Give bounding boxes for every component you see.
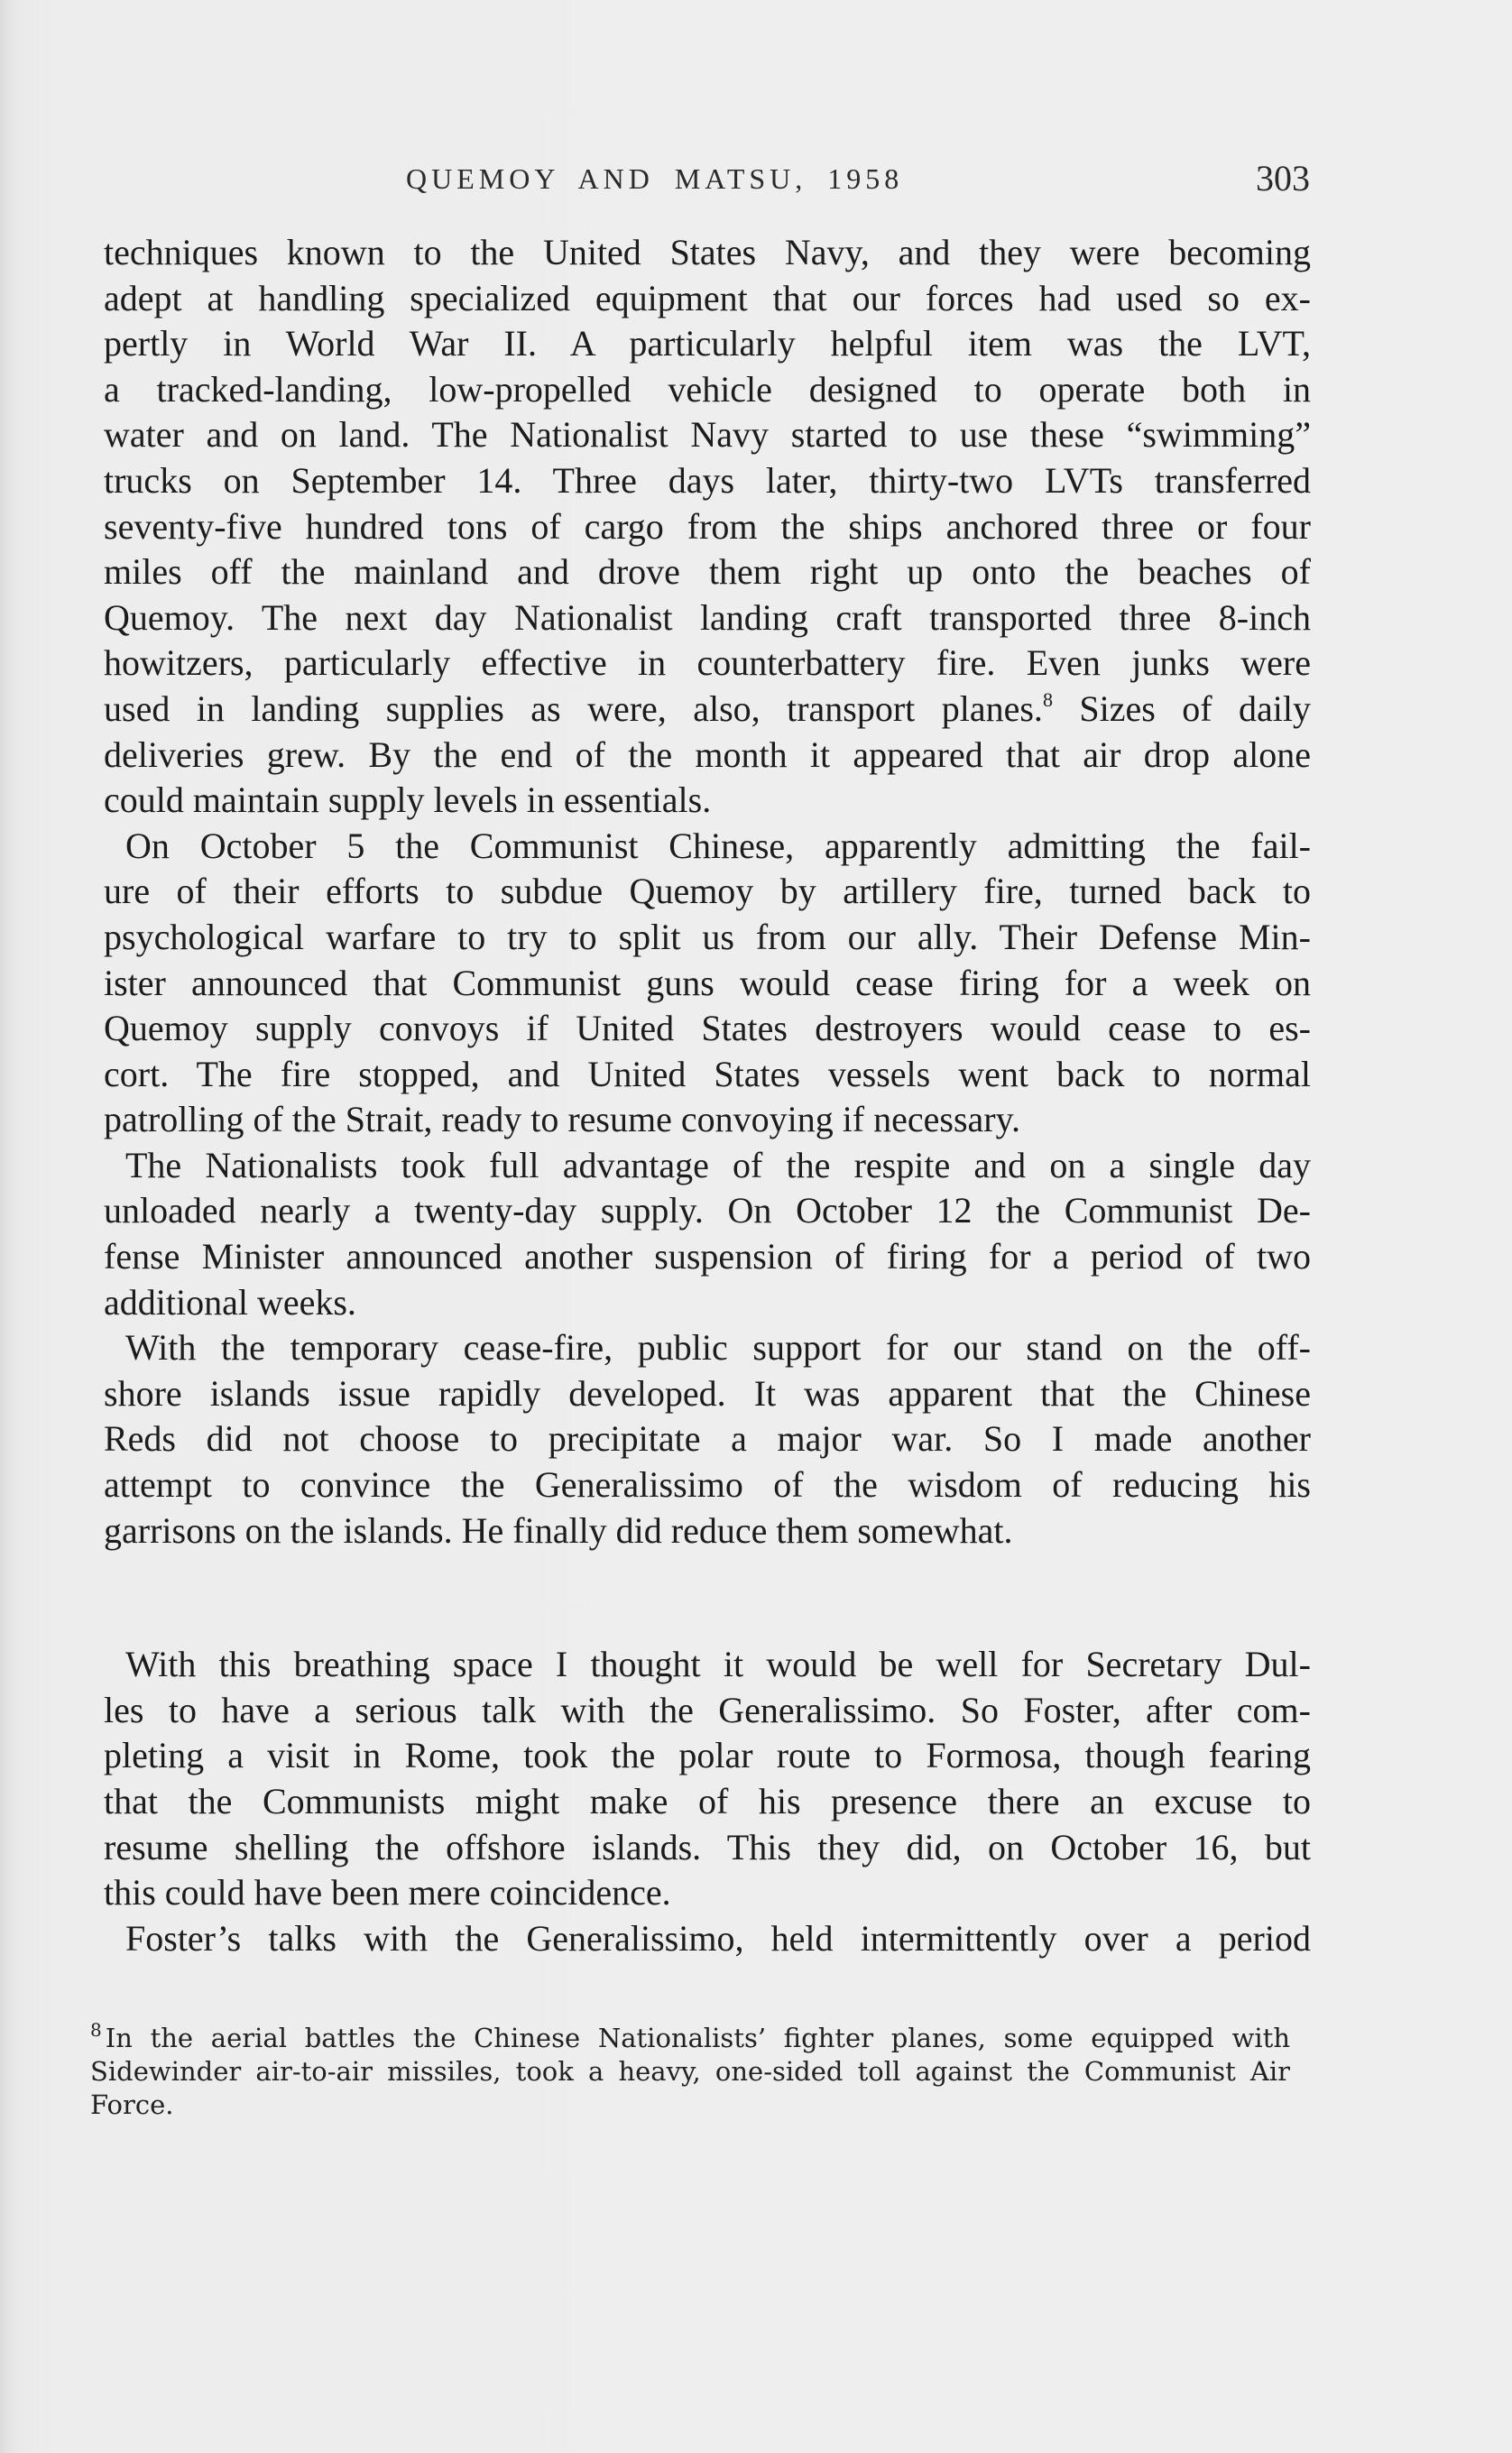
- text-segment: In the aerial battles the Chinese Nationalists’ fighter planes, some equipped with: [105, 2023, 1290, 2053]
- text-line-with-footnote: [104, 687, 1311, 733]
- footnotes: [90, 2019, 1290, 2122]
- text-line: attempt to convince the Generalissimo of the wisdom of reducing his: [104, 1464, 1311, 1506]
- text-line: that the Communists might make of his presence there an excuse to: [104, 1781, 1311, 1821]
- footnote-mark: 8: [90, 2019, 102, 2041]
- text-line: a tracked-landing, low-propelled vehicle designed to operate both in: [104, 368, 1311, 410]
- text-line: garrisons on the islands. He finally did reduce them somewhat.: [104, 1509, 1013, 1551]
- text-line: trucks on September 14. Three days later, thirty-two LVTs transferred: [104, 459, 1311, 501]
- text-segment: Sizes of daily: [1079, 687, 1312, 729]
- text-line: seventy-five hundred tons of cargo from the ships anchored three or four: [104, 505, 1311, 547]
- text-line: pertly in World War II. A particularly helpful item was the LVT,: [104, 323, 1311, 364]
- text-line: Quemoy. The next day Nationalist landing craft transported three 8-inch: [104, 596, 1311, 638]
- footnote-line: Force.: [90, 2089, 174, 2120]
- text-line: water and on land. The Nationalist Navy started to use these “swimming”: [104, 414, 1311, 456]
- text-line: resume shelling the offshore islands. This they did, on October 16, but: [104, 1826, 1311, 1867]
- text-line: Foster’s talks with the Generalissimo, held intermittently over a period: [125, 1917, 1311, 1959]
- running-head: [406, 158, 1310, 213]
- text-line: With this breathing space I thought it would be well for Secretary Dul-: [125, 1644, 1311, 1685]
- text-line: additional weeks.: [104, 1281, 356, 1323]
- text-line: Quemoy supply convoys if United States destroyers would cease to es-: [104, 1008, 1311, 1049]
- footnote: [90, 2019, 1290, 2122]
- text-line: patrolling of the Strait, ready to resume convoying if necessary.: [104, 1099, 1020, 1140]
- footnote-reference[interactable]: 8: [1042, 687, 1053, 711]
- text-line: adept at handling specialized equipment that our forces had used so ex-: [104, 277, 1311, 318]
- text-line: pleting a visit in Rome, took the polar route to Formosa, though fearing: [104, 1735, 1311, 1776]
- text-line: unloaded nearly a twenty-day supply. On October 12 the Communist De-: [104, 1190, 1311, 1231]
- footnote-line: Sidewinder air-to-air missiles, took a heavy, one-sided toll against the Communist Air: [90, 2056, 1290, 2087]
- text-line: ister announced that Communist guns would cease firing for a week on: [104, 962, 1311, 1003]
- text-line: deliveries grew. By the end of the month it appeared that air drop alone: [104, 733, 1311, 775]
- text-line: shore islands issue rapidly developed. It was apparent that the Chinese: [104, 1372, 1311, 1414]
- body-text: [104, 230, 1311, 1961]
- text-line: this could have been mere coincidence.: [104, 1872, 671, 1914]
- text-line: ure of their efforts to subdue Quemoy by artillery fire, turned back to: [104, 871, 1311, 912]
- text-line: With the temporary cease-fire, public support for our stand on the off-: [125, 1327, 1311, 1369]
- text-line: howitzers, particularly effective in counterbattery fire. Even junks were: [104, 642, 1311, 684]
- paragraph: [104, 1916, 1311, 1962]
- paragraph: [104, 230, 1311, 824]
- text-line: psychological warfare to try to split us from our ally. Their Defense Min-: [104, 916, 1311, 957]
- page-number: 303: [1256, 158, 1310, 198]
- text-line: miles off the mainland and drove them right up onto the beaches of: [104, 551, 1311, 593]
- paragraph: [104, 1143, 1311, 1325]
- running-title: QUEMOY AND MATSU, 1958: [406, 162, 904, 195]
- text-segment: used in landing supplies as were, also, transport planes.: [104, 687, 1043, 729]
- text-line: les to have a serious talk with the Generalissimo. So Foster, after com-: [104, 1689, 1311, 1730]
- footnote-line: [90, 2019, 1290, 2055]
- text-line: cort. The fire stopped, and United States vessels went back to normal: [104, 1053, 1311, 1094]
- text-line: On October 5 the Communist Chinese, apparently admitting the fail-: [125, 825, 1311, 866]
- paragraph: [104, 1642, 1311, 1916]
- paragraph: [104, 1325, 1311, 1554]
- paragraph: [104, 824, 1311, 1143]
- text-line: techniques known to the United States Navy, and they were becoming: [104, 232, 1311, 272]
- text-line: could maintain supply levels in essentials.: [104, 779, 712, 821]
- section-break: [104, 1554, 1311, 1642]
- text-line: Reds did not choose to precipitate a major war. So I made another: [104, 1418, 1311, 1460]
- text-line: fense Minister announced another suspension of firing for a period of two: [104, 1236, 1311, 1277]
- text-line: The Nationalists took full advantage of the respite and on a single day: [125, 1144, 1311, 1185]
